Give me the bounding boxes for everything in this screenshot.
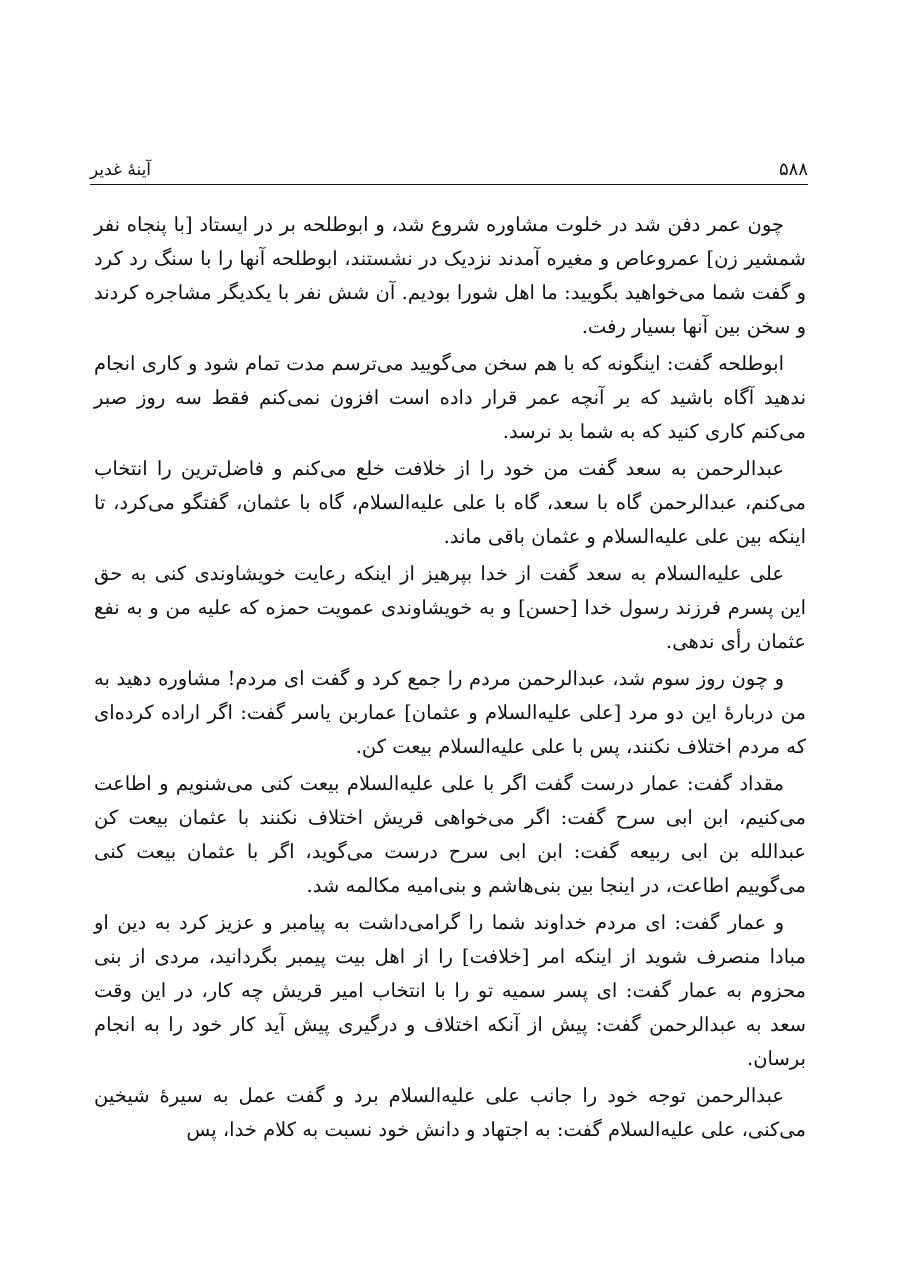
paragraph: عبدالرحمن توجه خود را جانب علی علیه‌السلام برد و گفت عمل به سیرهٔ شیخین می‌کنی، علی علیه‌السلام گفت: به اجتهاد و دانش خود نسبت به کلام خدا، پس	[94, 1084, 806, 1141]
paragraph: و چون روز سوم شد، عبدالرحمن مردم را جمع کرد و گفت ای مردم! مشاوره دهید به من دربارهٔ این دو مرد [علی علیه‌السلام و عثمان] عماربن یاسر گفت: اگر اراده کرده‌ای که مردم اختلاف نکنند، پس با علی علیه‌السلام بیعت کن.	[94, 667, 806, 758]
paragraph: چون عمر دفن شد در خلوت مشاوره شروع شد، و ابوطلحه بر در ایستاد [با پنجاه نفر شمشیر زن] عمروعاص و مغیره آمدند نزدیک در نشستند، ابوطلحه آنها را با سنگ رد کرد و گفت شما می‌خواهید بگویید: ما اهل شورا بودیم. آن شش نفر با یکدیگر مشاجره کردند و سخن بین آنها بسیار رفت.	[94, 213, 806, 338]
running-title: آینهٔ غدیر	[90, 160, 152, 180]
body-text	[94, 208, 806, 1150]
page-number: ۵۸۸	[778, 159, 808, 180]
paragraph: علی علیه‌السلام به سعد گفت از خدا بپرهیز از اینکه رعایت خویشاوندی کنی به حق این پسرم فرزند رسول خدا [حسن] و به خویشاوندی عمویت حمزه که علیه من و به نفع عثمان رأی ندهی.	[94, 562, 806, 653]
running-header	[90, 146, 808, 185]
paragraph: ابوطلحه گفت: اینگونه که با هم سخن می‌گویید می‌ترسم مدت تمام شود و کاری انجام ندهید آگاه باشید که بر آنچه عمر قرار داده است افزون نمی‌کنم فقط سه روز صبر می‌کنم کاری کنید که به شما بد نرسد.	[94, 352, 806, 443]
paragraph: عبدالرحمن به سعد گفت من خود را از خلافت خلع می‌کنم و فاضل‌ترین را انتخاب می‌کنم، عبدالرحمن گاه با سعد، گاه با علی علیه‌السلام، گاه با عثمان، گفتگو می‌کرد، تا اینکه بین علی علیه‌السلام و عثمان باقی ماند.	[94, 457, 806, 548]
paragraph: و عمار گفت: ای مردم خداوند شما را گرامی‌داشت به پیامبر و عزیز کرد به دین او مبادا منصرف شوید از اینکه امر [خلافت] را از اهل بیت پیمبر بگردانید، مردی از بنی محزوم به عمار گفت: ای پسر سمیه تو را با انتخاب امیر قریش چه کار، در این وقت سعد به عبدالرحمن گفت: پیش از آنکه اختلاف و درگیری پیش آید کار خود را به انجام برسان.	[94, 911, 806, 1070]
paragraph: مقداد گفت: عمار درست گفت اگر با علی علیه‌السلام بیعت کنی می‌شنویم و اطاعت می‌کنیم، ابن ابی سرح گفت: اگر می‌خواهی قریش اختلاف نکنند با عثمان بیعت کن عبدالله بن ابی ربیعه گفت: ابن ابی سرح درست می‌گوید، اگر با عثمان بیعت کنی می‌گوییم اطاعت، در اینجا بین بنی‌هاشم و بنی‌امیه مکالمه شد.	[94, 772, 806, 897]
